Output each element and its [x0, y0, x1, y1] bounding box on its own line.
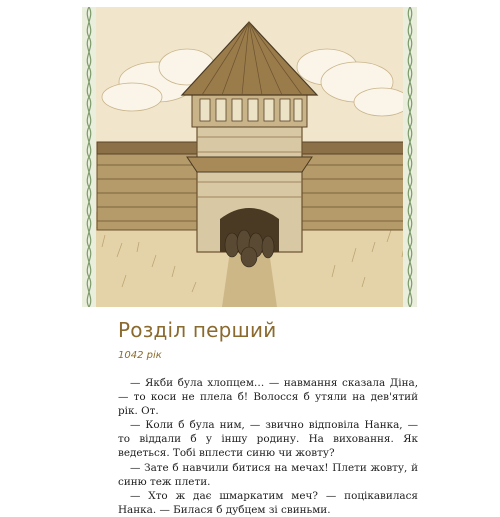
chapter-year: 1042 рік — [118, 350, 162, 361]
paragraph: — Коли б була ним, — звично відповіла Нанка, — то віддали б у іншу родину. На виховання. Як ведеться. Тобі вплести синю чи жовту? — [118, 419, 418, 460]
paragraph: — Якби була хлопцем… — навмання сказала Діна, — то коси не плела б! Волосся б утяли на дев'ятий рік. От. — [118, 377, 418, 418]
left-wall — [97, 142, 202, 230]
chapter-illustration — [82, 7, 417, 307]
left-border-ornament — [82, 7, 96, 307]
right-wall — [297, 142, 407, 230]
chapter-text — [118, 376, 418, 517]
paragraph: — Хто ж дає шмаркатим меч? — поцікавилася Нанка. — Билася б дубцем зі свиньми. — [118, 489, 418, 516]
right-border-ornament — [403, 7, 417, 307]
paragraph: — Зате б навчили битися на мечах! Плети жовту, й синю теж плети. — [118, 461, 418, 488]
fortress-gate-illustration — [82, 7, 417, 307]
chapter-title: Розділ перший — [118, 318, 277, 342]
